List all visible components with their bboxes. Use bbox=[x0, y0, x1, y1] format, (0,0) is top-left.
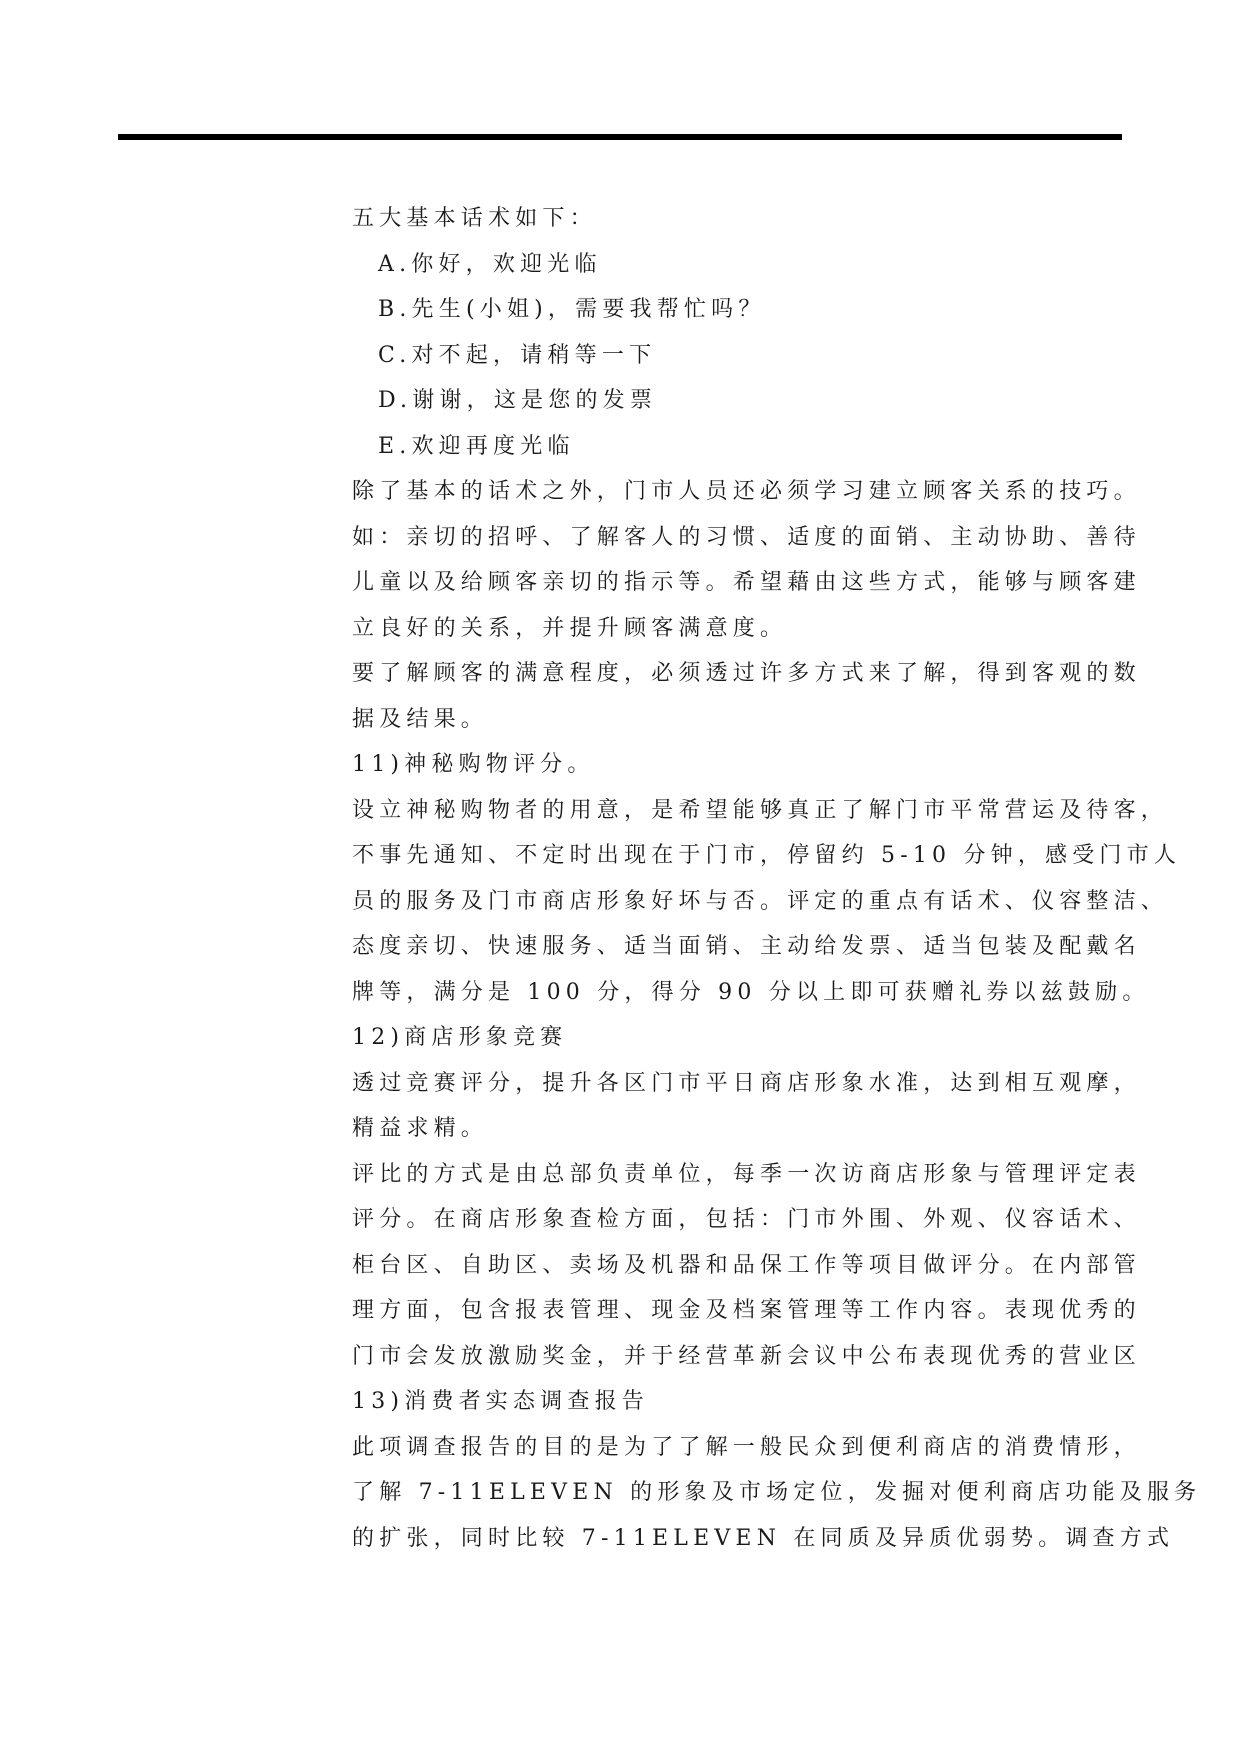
text-line: 评分。在商店形象查检方面，包括：门市外围、外观、仪容话术、 bbox=[352, 1207, 1141, 1232]
text-line: 评比的方式是由总部负责单位，每季一次访商店形象与管理评定表 bbox=[352, 1161, 1141, 1187]
text-line: 柜台区、自助区、卖场及机器和品保工作等项目做评分。在内部管 bbox=[352, 1252, 1141, 1278]
text-line: B.先生(小姐)，需要我帮忙吗？ bbox=[378, 297, 766, 322]
text-line: 透过竞赛评分，提升各区门市平日商店形象水准，达到相互观摩， bbox=[352, 1070, 1141, 1096]
text-line: 牌等，满分是 100 分，得分 90 分以上即可获赠礼券以兹鼓励。 bbox=[352, 979, 1150, 1005]
text-line: 如：亲切的招呼、了解客人的习惯、适度的面销、主动协助、善待 bbox=[352, 524, 1141, 550]
text-line: 了解 7-11ELEVEN 的形象及市场定位，发掘对便利商店功能及服务 bbox=[352, 1480, 1202, 1505]
text-line: D.谢谢，这是您的发票 bbox=[378, 388, 658, 413]
text-line: 理方面，包含报表管理、现金及档案管理等工作内容。表现优秀的 bbox=[352, 1298, 1141, 1323]
text-line: 11)神秘购物评分。 bbox=[352, 752, 595, 777]
text-line: 精益求精。 bbox=[352, 1116, 489, 1141]
text-line: 据及结果。 bbox=[352, 706, 489, 732]
header-rule bbox=[118, 134, 1122, 140]
text-line: 儿童以及给顾客亲切的指示等。希望藉由这些方式，能够与顾客建 bbox=[352, 570, 1141, 595]
text-line: 设立神秘购物者的用意，是希望能够真正了解门市平常营运及待客， bbox=[352, 797, 1169, 823]
text-line: 要了解顾客的满意程度，必须透过许多方式来了解，得到客观的数 bbox=[352, 661, 1141, 686]
text-line: 除了基本的话术之外，门市人员还必须学习建立顾客关系的技巧。 bbox=[352, 479, 1141, 504]
text-line: 的扩张，同时比较 7-11ELEVEN 在同质及异质优弱势。调查方式 bbox=[352, 1525, 1175, 1551]
text-line: 态度亲切、快速服务、适当面销、主动给发票、适当包装及配戴名 bbox=[352, 934, 1141, 959]
text-line: 员的服务及门市商店形象好坏与否。评定的重点有话术、仪容整洁、 bbox=[352, 888, 1169, 914]
text-line: 不事先通知、不定时出现在于门市，停留约 5-10 分钟，感受门市人 bbox=[352, 843, 1182, 868]
text-line: 此项调查报告的目的是为了了解一般民众到便利商店的消费情形， bbox=[352, 1434, 1141, 1460]
text-line: E.欢迎再度光临 bbox=[378, 433, 575, 459]
text-line: 12)商店形象竞赛 bbox=[352, 1025, 568, 1050]
text-line: 立良好的关系，并提升顾客满意度。 bbox=[352, 615, 788, 641]
text-line: A.你好，欢迎光临 bbox=[378, 251, 602, 277]
text-line: 门市会发放激励奖金，并于经营革新会议中公布表现优秀的营业区 bbox=[352, 1343, 1141, 1369]
text-line: C.对不起，请稍等一下 bbox=[378, 342, 657, 368]
text-line: 13)消费者实态调查报告 bbox=[352, 1389, 649, 1414]
document-body bbox=[352, 196, 1202, 1561]
text-line: 五大基本话术如下： bbox=[352, 206, 597, 231]
